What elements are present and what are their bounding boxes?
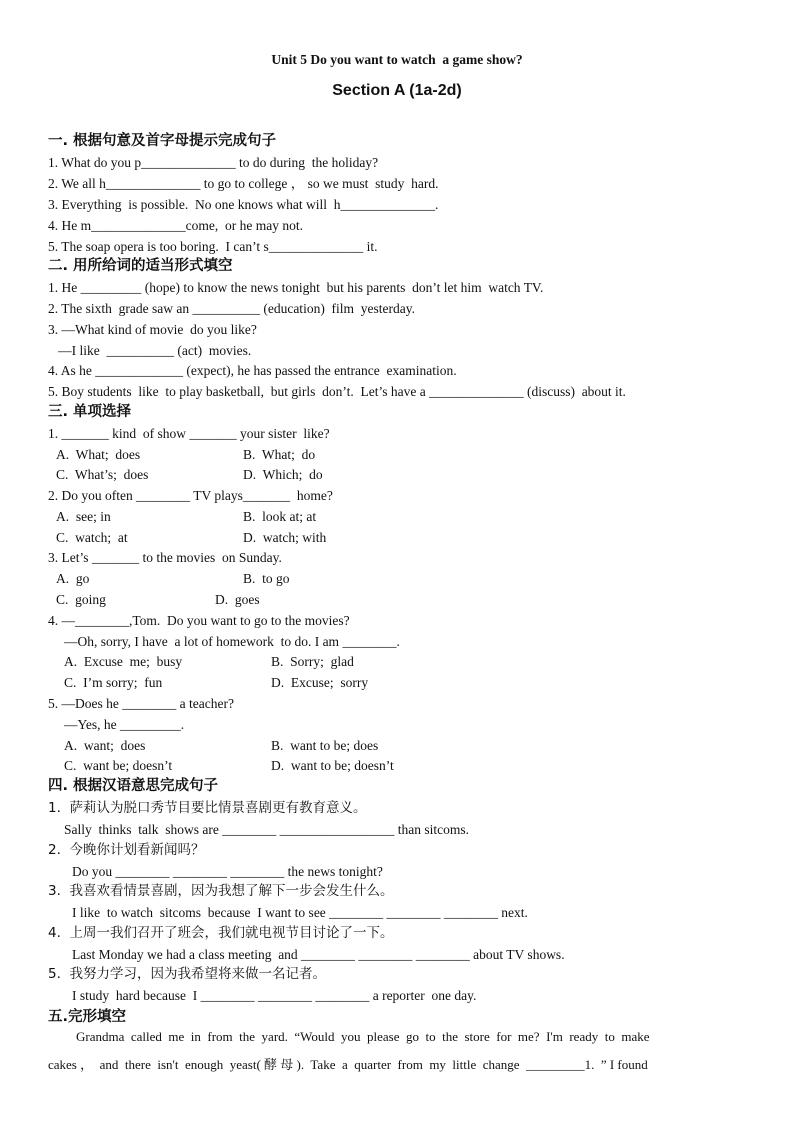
- section5-heading: 五.完形填空: [48, 1009, 127, 1025]
- question-stem-line2: —Oh, sorry, I have a lot of homework to do. I am ________.: [64, 634, 400, 649]
- option-b: B. look at; at: [243, 509, 317, 524]
- option-b: B. What; do: [243, 447, 316, 462]
- section2-heading: 二. 用所给词的适当形式填空: [48, 258, 233, 274]
- section3-heading: 三. 单项选择: [48, 404, 132, 420]
- section1-heading: 一. 根据句意及首字母提示完成句子: [48, 133, 277, 149]
- section2-item: 4. As he _____________ (expect), he has passed the entrance examination.: [48, 363, 457, 378]
- question-stem: 3. Let’s _______ to the movies on Sunday.: [48, 550, 282, 565]
- section2-item: 1. He _________ (hope) to know the news tonight but his parents don’t let him watch TV.: [48, 280, 544, 295]
- section1-item: 1. What do you p______________ to do during the holiday?: [48, 155, 379, 170]
- section1-item: 4. He m______________come, or he may not.: [48, 218, 303, 233]
- chinese-prompt: 1. 萨莉认为脱口秀节目要比情景喜剧更有教育意义。: [48, 800, 367, 816]
- english-blank-line: I like to watch sitcoms because I want to see ________ ________ ________ next.: [72, 905, 528, 920]
- question-stem: 1. _______ kind of show _______ your sister like?: [48, 426, 330, 441]
- option-d: D. Which; do: [243, 467, 323, 482]
- option-d: D. Excuse; sorry: [271, 675, 369, 690]
- chinese-prompt: 5. 我努力学习，因为我希望将来做一名记者。: [48, 966, 326, 982]
- passage-line: Grandma called me in from the yard. “Would you please go to the store for me? I'm ready to make: [76, 1029, 650, 1044]
- question-stem: 2. Do you often ________ TV plays_______ home?: [48, 488, 333, 503]
- chinese-prompt: 2. 今晚你计划看新闻吗？: [48, 842, 205, 858]
- question-stem-line2: —Yes, he _________.: [64, 717, 185, 732]
- section2-item: 2. The sixth grade saw an __________ (education) film yesterday.: [48, 301, 416, 316]
- option-d: D. want to be; doesn’t: [271, 758, 394, 773]
- passage-line: cakes ， and there isn't enough yeast( 酵 母 ). Take a quarter from my little change _________1. ” I found: [48, 1057, 648, 1072]
- option-a: A. go: [56, 571, 90, 586]
- section2-item: —I like __________ (act) movies.: [48, 343, 252, 358]
- option-a: A. see; in: [56, 509, 111, 524]
- question-stem: 5. —Does he ________ a teacher?: [48, 696, 234, 711]
- english-blank-line: Sally thinks talk shows are ________ _________________ than sitcoms.: [64, 822, 469, 837]
- page-subtitle: Section A (1a-2d): [332, 82, 462, 99]
- section4-heading: 四. 根据汉语意思完成句子: [48, 778, 219, 794]
- option-a: A. Excuse me; busy: [64, 654, 183, 669]
- option-d: D. watch; with: [243, 530, 327, 545]
- english-blank-line: Last Monday we had a class meeting and ________ ________ ________ about TV shows.: [72, 947, 565, 962]
- option-c: C. going: [56, 592, 106, 607]
- section1-item: 2. We all h______________ to go to college ， so we must study hard.: [48, 176, 439, 191]
- option-b: B. want to be; does: [271, 738, 379, 753]
- chinese-prompt: 4. 上周一我们召开了班会，我们就电视节目讨论了一下。: [48, 925, 394, 941]
- option-d: D. goes: [215, 592, 260, 607]
- option-c: C. What’s; does: [56, 467, 149, 482]
- option-c: C. watch; at: [56, 530, 128, 545]
- section1-item: 5. The soap opera is too boring. I can’t s______________ it.: [48, 239, 378, 254]
- option-b: B. Sorry; glad: [271, 654, 354, 669]
- english-blank-line: I study hard because I ________ ________ ________ a reporter one day.: [72, 988, 477, 1003]
- section2-item: 5. Boy students like to play basketball, but girls don’t. Let’s have a ______________ (discuss) about it.: [48, 384, 626, 399]
- section2-item: 3. —What kind of movie do you like?: [48, 322, 257, 337]
- question-stem: 4. —________,Tom. Do you want to go to the movies?: [48, 613, 350, 628]
- option-a: A. What; does: [56, 447, 141, 462]
- page-title: Unit 5 Do you want to watch a game show?: [271, 52, 523, 67]
- option-c: C. want be; doesn’t: [64, 758, 173, 773]
- section1-item: 3. Everything is possible. No one knows what will h______________.: [48, 197, 439, 212]
- english-blank-line: Do you ________ ________ ________ the news tonight?: [72, 864, 383, 879]
- option-a: A. want; does: [64, 738, 146, 753]
- option-c: C. I’m sorry; fun: [64, 675, 163, 690]
- option-b: B. to go: [243, 571, 290, 586]
- chinese-prompt: 3. 我喜欢看情景喜剧，因为我想了解下一步会发生什么。: [48, 883, 394, 899]
